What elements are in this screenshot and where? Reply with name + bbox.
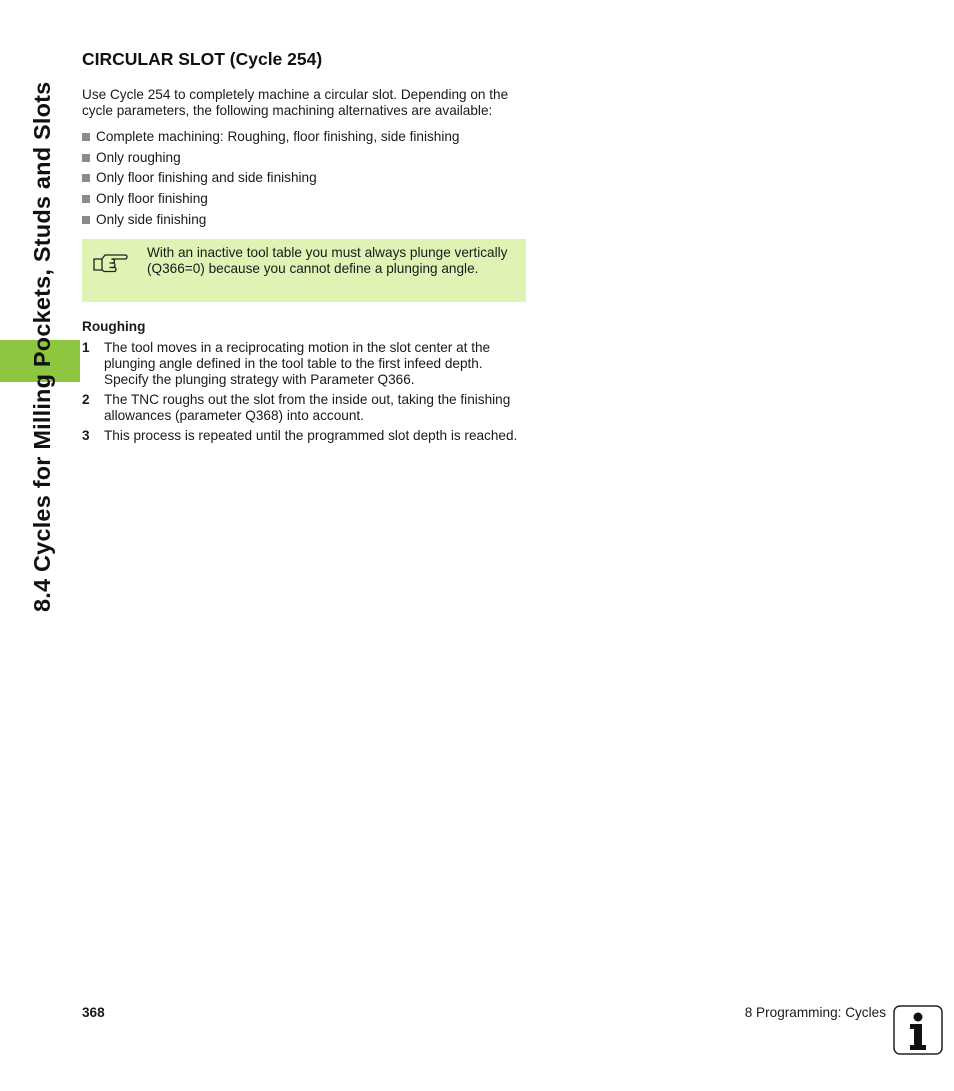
list-item-text: Complete machining: Roughing, floor finishing, side finishing — [96, 129, 460, 144]
list-item — [82, 191, 527, 207]
list-item — [82, 212, 527, 228]
square-bullet-icon — [82, 216, 90, 224]
chapter-label: 8 Programming: Cycles — [744, 1005, 886, 1020]
page-title: CIRCULAR SLOT (Cycle 254) — [82, 49, 323, 69]
step-number: 3 — [82, 428, 90, 443]
roughing-steps-list — [82, 340, 527, 444]
square-bullet-icon — [82, 154, 90, 162]
list-item-text: Only floor finishing and side finishing — [96, 170, 317, 186]
note-box — [82, 239, 526, 302]
roughing-section — [82, 319, 527, 448]
step-text: The TNC roughs out the slot from the inside out, taking the finishing allowances (parameter Q368) into account. — [104, 392, 511, 423]
pointing-hand-icon — [92, 250, 128, 274]
page-number: 368 — [82, 1005, 105, 1020]
square-bullet-icon — [82, 195, 90, 203]
step-text: This process is repeated until the programmed slot depth is reached. — [104, 428, 518, 443]
roughing-heading: Roughing — [82, 319, 146, 334]
list-item — [82, 129, 527, 145]
step-text: The tool moves in a reciprocating motion in the slot center at the plunging angle defined in the tool table to the first infeed depth. Specify the plunging strategy with Parameter Q366. — [104, 340, 491, 387]
list-item — [82, 392, 527, 424]
info-icon — [893, 1005, 943, 1055]
list-item-text: Only roughing — [96, 149, 181, 165]
square-bullet-icon — [82, 133, 90, 141]
step-number: 2 — [82, 392, 90, 407]
section-side-title: 8.4 Cycles for Milling Pockets, Studs and Slots — [29, 81, 55, 612]
list-item — [82, 428, 527, 444]
list-item — [82, 170, 527, 186]
machining-options-list — [82, 129, 527, 228]
step-number: 1 — [82, 340, 90, 355]
list-item-text: Only floor finishing — [96, 191, 208, 207]
intro-paragraph: Use Cycle 254 to completely machine a circular slot. Depending on the cycle parameters, the following machining alternatives are available: — [82, 87, 509, 118]
list-item — [82, 340, 527, 388]
note-text: With an inactive tool table you must always plunge vertically (Q366=0) because you cannot define a plunging angle. — [147, 245, 508, 276]
list-item — [82, 150, 527, 166]
list-item-text: Only side finishing — [96, 211, 207, 227]
square-bullet-icon — [82, 174, 90, 182]
main-content — [82, 48, 527, 232]
